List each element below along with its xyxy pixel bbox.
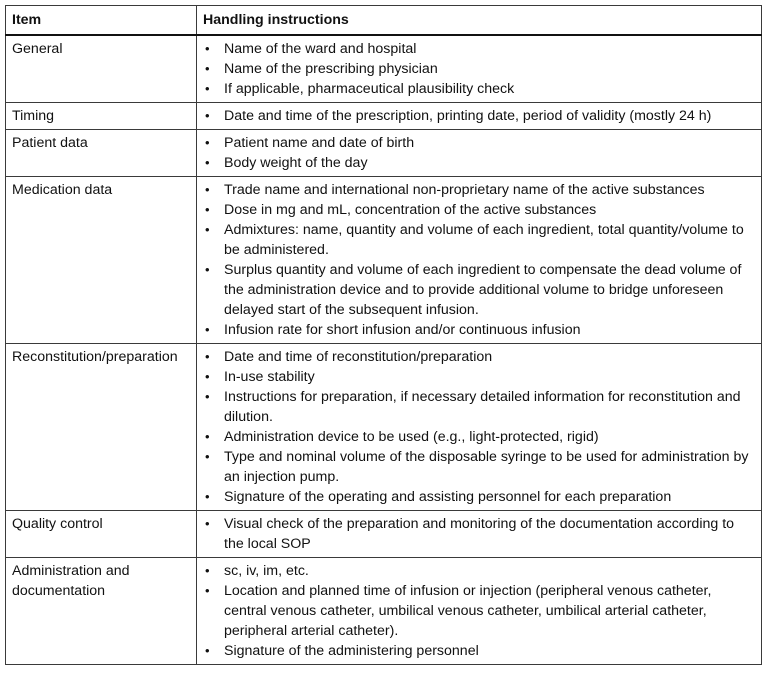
- instruction-text: Surplus quantity and volume of each ingredient to compensate the dead volume of the administration device and to provide additional volume to bridge unforeseen delayed start of the subsequent infusion.: [224, 262, 742, 318]
- bullet-icon: •: [205, 81, 210, 96]
- list-item: [203, 487, 755, 507]
- instructions-list: [203, 561, 755, 661]
- instruction-text: In-use stability: [224, 369, 315, 385]
- list-item: [203, 581, 755, 641]
- row-item-label: Quality control: [6, 511, 197, 558]
- table-row: [6, 35, 762, 103]
- table-header-row: [6, 6, 762, 36]
- list-item: [203, 133, 755, 153]
- bullet-icon: •: [205, 489, 210, 504]
- list-item: [203, 447, 755, 487]
- list-item: [203, 320, 755, 340]
- bullet-icon: •: [205, 41, 210, 56]
- list-item: [203, 347, 755, 367]
- instruction-text: Trade name and international non-proprietary name of the active substances: [224, 182, 705, 198]
- instruction-text: Admixtures: name, quantity and volume of each ingredient, total quantity/volume to be administered.: [224, 222, 744, 258]
- instruction-text: Name of the prescribing physician: [224, 61, 438, 77]
- instructions-list: [203, 180, 755, 340]
- bullet-icon: •: [205, 349, 210, 364]
- list-item: [203, 561, 755, 581]
- bullet-icon: •: [205, 563, 210, 578]
- list-item: [203, 427, 755, 447]
- bullet-icon: •: [205, 262, 210, 277]
- column-header-handling-instructions: Handling instructions: [197, 6, 762, 36]
- row-instructions-cell: [197, 344, 762, 511]
- list-item: [203, 153, 755, 173]
- table-body: [6, 35, 762, 665]
- instruction-text: sc, iv, im, etc.: [224, 563, 309, 579]
- table-row: [6, 511, 762, 558]
- instruction-text: Instructions for preparation, if necessary detailed information for reconstitution and dilution.: [224, 389, 741, 425]
- row-item-label: Administration and documentation: [6, 558, 197, 665]
- list-item: [203, 200, 755, 220]
- list-item: [203, 39, 755, 59]
- list-item: [203, 514, 755, 554]
- table-row: [6, 558, 762, 665]
- row-item-label: Patient data: [6, 130, 197, 177]
- bullet-icon: •: [205, 322, 210, 337]
- instruction-text: Administration device to be used (e.g., light-protected, rigid): [224, 429, 599, 445]
- list-item: [203, 387, 755, 427]
- bullet-icon: •: [205, 155, 210, 170]
- table-row: [6, 103, 762, 130]
- instruction-text: Visual check of the preparation and monitoring of the documentation according to the local SOP: [224, 516, 735, 552]
- row-item-label: Timing: [6, 103, 197, 130]
- instruction-text: Name of the ward and hospital: [224, 41, 417, 57]
- row-item-label: General: [6, 35, 197, 103]
- instruction-text: If applicable, pharmaceutical plausibility check: [224, 81, 515, 97]
- row-instructions-cell: [197, 103, 762, 130]
- row-instructions-cell: [197, 177, 762, 344]
- bullet-icon: •: [205, 222, 210, 237]
- bullet-icon: •: [205, 429, 210, 444]
- instruction-text: Infusion rate for short infusion and/or continuous infusion: [224, 322, 581, 338]
- bullet-icon: •: [205, 108, 210, 123]
- list-item: [203, 59, 755, 79]
- instructions-list: [203, 106, 755, 126]
- table-row: [6, 344, 762, 511]
- instructions-list: [203, 514, 755, 554]
- instruction-text: Type and nominal volume of the disposable syringe to be used for administration by an injection pump.: [224, 449, 749, 485]
- row-instructions-cell: [197, 35, 762, 103]
- table-row: [6, 130, 762, 177]
- table-row: [6, 177, 762, 344]
- bullet-icon: •: [205, 389, 210, 404]
- bullet-icon: •: [205, 61, 210, 76]
- instruction-text: Patient name and date of birth: [224, 135, 415, 151]
- instruction-text: Body weight of the day: [224, 155, 368, 171]
- row-item-label: Medication data: [6, 177, 197, 344]
- bullet-icon: •: [205, 516, 210, 531]
- list-item: [203, 79, 755, 99]
- handling-instructions-table: [5, 5, 762, 665]
- bullet-icon: •: [205, 182, 210, 197]
- instruction-text: Dose in mg and mL, concentration of the active substances: [224, 202, 597, 218]
- instructions-list: [203, 39, 755, 99]
- instruction-text: Date and time of the prescription, printing date, period of validity (mostly 24 h): [224, 108, 712, 124]
- instruction-text: Signature of the administering personnel: [224, 643, 479, 659]
- list-item: [203, 367, 755, 387]
- instruction-text: Date and time of reconstitution/preparation: [224, 349, 493, 365]
- bullet-icon: •: [205, 369, 210, 384]
- list-item: [203, 180, 755, 200]
- instructions-list: [203, 133, 755, 173]
- row-instructions-cell: [197, 511, 762, 558]
- list-item: [203, 220, 755, 260]
- list-item: [203, 106, 755, 126]
- row-item-label: Reconstitution/preparation: [6, 344, 197, 511]
- column-header-item: Item: [6, 6, 197, 36]
- bullet-icon: •: [205, 202, 210, 217]
- list-item: [203, 641, 755, 661]
- list-item: [203, 260, 755, 320]
- instructions-list: [203, 347, 755, 507]
- row-instructions-cell: [197, 558, 762, 665]
- instruction-text: Location and planned time of infusion or injection (peripheral venous catheter, central venous catheter, umbilical venous catheter, umbilical arterial catheter, peripheral arterial catheter).: [224, 583, 712, 639]
- row-instructions-cell: [197, 130, 762, 177]
- bullet-icon: •: [205, 449, 210, 464]
- bullet-icon: •: [205, 583, 210, 598]
- bullet-icon: •: [205, 643, 210, 658]
- instruction-text: Signature of the operating and assisting personnel for each preparation: [224, 489, 672, 505]
- bullet-icon: •: [205, 135, 210, 150]
